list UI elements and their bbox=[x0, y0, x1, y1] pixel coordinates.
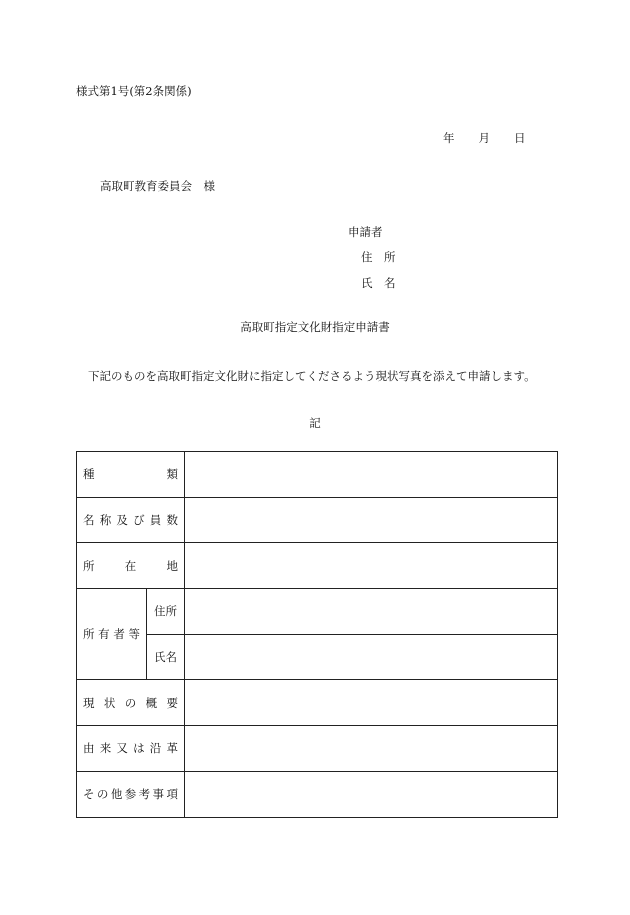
date-line bbox=[443, 133, 526, 145]
label-char: 革 bbox=[166, 741, 178, 756]
document-title: 高取町指定文化財指定申請書 bbox=[240, 320, 390, 334]
label-char: 称 bbox=[99, 513, 112, 528]
document-body: 下記のものを高取町指定文化財に指定してくださるよう現状写真を添えて申請します。 bbox=[88, 369, 536, 383]
location-field[interactable] bbox=[185, 543, 558, 589]
label-char: 類 bbox=[166, 467, 178, 482]
label-char: 参 bbox=[124, 787, 137, 802]
label-char: 者 bbox=[113, 627, 125, 642]
form-number: 様式第1号(第2条関係) bbox=[76, 84, 192, 98]
label-char: 所 bbox=[83, 558, 95, 573]
label-char: 又 bbox=[116, 741, 128, 756]
table-row bbox=[77, 726, 558, 772]
date-day-label: 日 bbox=[514, 131, 526, 145]
label-char: 概 bbox=[145, 695, 158, 710]
spread-label bbox=[83, 695, 178, 711]
row-label-location bbox=[77, 543, 185, 589]
spread-label bbox=[83, 786, 178, 802]
applicant-address-label: 住 所 bbox=[361, 250, 396, 264]
table-row bbox=[77, 771, 558, 817]
addressee: 高取町教育委員会 様 bbox=[100, 179, 215, 193]
label-char: 名 bbox=[83, 513, 95, 528]
label-char: 在 bbox=[124, 558, 137, 573]
row-label-other bbox=[77, 771, 185, 817]
current-state-field[interactable] bbox=[185, 680, 558, 726]
row-label-type bbox=[77, 452, 185, 498]
label-char: そ bbox=[83, 787, 95, 802]
application-table bbox=[76, 451, 558, 818]
label-char: 等 bbox=[128, 627, 140, 642]
label-char: び bbox=[133, 513, 145, 528]
row-label-owner bbox=[77, 589, 147, 680]
table-row bbox=[77, 680, 558, 726]
label-char: 及 bbox=[116, 513, 128, 528]
spread-label bbox=[83, 512, 178, 528]
owner-name-field[interactable] bbox=[185, 634, 558, 680]
label-char: 有 bbox=[98, 627, 110, 642]
label-char: 考 bbox=[138, 787, 151, 802]
label-char: 他 bbox=[110, 787, 123, 802]
label-char: 現 bbox=[83, 695, 95, 710]
label-char: 要 bbox=[166, 695, 178, 710]
date-month-label: 月 bbox=[478, 131, 490, 145]
label-char: 状 bbox=[103, 695, 116, 710]
row-label-history bbox=[77, 726, 185, 772]
spread-label bbox=[83, 558, 178, 574]
table-row bbox=[77, 589, 558, 635]
row-label-current-state bbox=[77, 680, 185, 726]
type-field[interactable] bbox=[185, 452, 558, 498]
label-char: 来 bbox=[99, 741, 112, 756]
label-char: 事 bbox=[152, 787, 165, 802]
other-field[interactable] bbox=[185, 771, 558, 817]
row-label-name-count bbox=[77, 497, 185, 543]
spread-label bbox=[83, 466, 178, 482]
history-field[interactable] bbox=[185, 726, 558, 772]
applicant-label: 申請者 bbox=[348, 225, 383, 239]
label-char: 所 bbox=[83, 627, 95, 642]
spread-label bbox=[83, 626, 140, 642]
label-char: 由 bbox=[83, 741, 95, 756]
table-row bbox=[77, 452, 558, 498]
label-char: 沿 bbox=[149, 741, 162, 756]
ki-label: 記 bbox=[309, 416, 321, 430]
label-char: の bbox=[124, 695, 137, 710]
spread-label bbox=[83, 740, 178, 756]
row-label-owner-name: 氏名 bbox=[147, 634, 185, 680]
label-char: 項 bbox=[166, 787, 178, 802]
table-row bbox=[77, 634, 558, 680]
owner-address-field[interactable] bbox=[185, 589, 558, 635]
label-char: は bbox=[133, 741, 145, 756]
applicant-name-label: 氏 名 bbox=[361, 276, 396, 290]
label-char: 数 bbox=[166, 513, 178, 528]
row-label-owner-address: 住所 bbox=[147, 589, 185, 635]
name-count-field[interactable] bbox=[185, 497, 558, 543]
label-char: の bbox=[96, 787, 109, 802]
label-char: 種 bbox=[83, 467, 95, 482]
label-char: 員 bbox=[149, 513, 162, 528]
table-row bbox=[77, 543, 558, 589]
label-char: 地 bbox=[166, 558, 178, 573]
date-year-label: 年 bbox=[443, 131, 455, 145]
table-row bbox=[77, 497, 558, 543]
